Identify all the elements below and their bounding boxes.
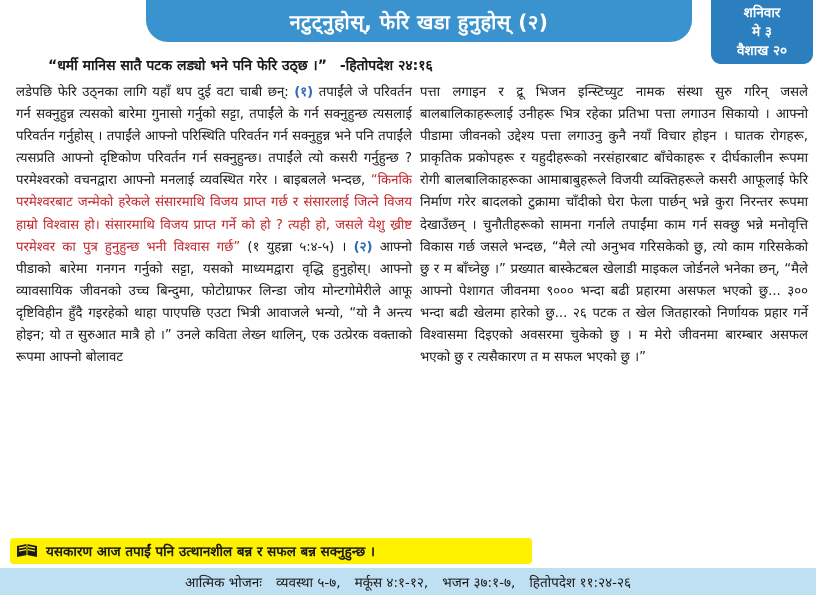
reading-4: हितोपदेश ११:२४-२६ — [529, 574, 632, 591]
footer-label: आत्मिक भोजनः — [184, 574, 262, 591]
reading-plan-footer — [0, 568, 816, 595]
date-badge — [711, 0, 813, 64]
book-icon — [16, 542, 38, 560]
verse-text: “धर्मी मानिस सातै पटक लड्यो भने पनि फेरि उठ्छ ।” — [48, 58, 327, 74]
point-2-number: (२) — [353, 239, 373, 255]
takeaway-highlight — [10, 538, 532, 564]
reading-2: मर्कूस ४:१-१२, — [354, 574, 429, 591]
scripture-quote: “किनकि परमेश्वरबाट जन्मेको हरेकले संसारमाथि विजय प्राप्त गर्छ र संसारलाई जित्ने विजय हाम्रो विश्वास हो। संसारमाथि विजय प्राप्त गर्ने को हो ? त्यही हो, जसले येशु ख्रीष्ट परमेश्वर का पुत्र हुनुहुन्छ भनी विश्वास गर्छ” — [16, 173, 412, 255]
date-weekday: शनिवार — [743, 4, 781, 21]
date-month: मे ३ — [752, 23, 772, 40]
point-1-number: (१) — [294, 85, 314, 100]
reading-1: व्यवस्था ५-७, — [276, 574, 341, 591]
point-2-text: आफ्नो पीडाको बारेमा गनगन गर्नुको सट्टा, यसको माध्यमद्वारा वृद्धि हुनुहोस्। आफ्नो व्यावसायिक जीवनको उच्च बिन्दुमा, फोटोग्राफर लिन्डा जोय मोन्टगोमेरीले आफू दृष्टिविहीन हुँदै गइरहेको थाहा पाएपछि एउटा भित्री आवाजले भन्यो, “यो नै अन्त्य होइन; यो त सुरुआत मात्रै हो ।” उनले कविता लेख्न थालिन्, एक उत्प्रेरक वक्ताको रूपमा आफ्नो बोलावट — [16, 239, 412, 366]
right-column — [420, 82, 808, 532]
point-1-text: तपाईंले जे परिवर्तन गर्न सक्नुहुन्न त्यसको बारेमा गुनासो गर्नुको सट्टा, तपाईंले के गर्न सक्नुहुन्छ त्यसलाई परिवर्तन गर्नुहोस् । तपाईंले आफ्नो परिस्थिति परिवर्तन गर्न सक्नुहुन्न भने पनि तपाईंले त्यसप्रति आफ्नो दृष्टिकोण परिवर्तन गर्न सक्नुहुन्छ। तपाईंले त्यो कसरी गर्नुहुन्छ ? परमेश्वरको वचनद्वारा आफ्नो मनलाई व्यवस्थित गरेर । बाइबलले भन्दछ, — [16, 85, 412, 189]
key-verse — [48, 56, 708, 75]
title-banner — [146, 0, 692, 42]
intro-text: लडेपछि फेरि उठ्नका लागि यहाँ थप दुई वटा चाबी छन्: — [16, 85, 289, 100]
right-column-text: पत्ता लगाइन र द्रू भिजन इन्स्टिच्युट नामक संस्था सुरु गरिन् जसले बालबालिकाहरूलाई उनीहरू भित्र रहेका प्रतिभा पत्ता लगाउन सिकायो । आफ्नो पीडामा जीवनको उद्देश्य पत्ता लगाउनु कुनै नयाँ विचार होइन । घातक रोगहरू, प्राकृतिक प्रकोपहरू र यहुदीहरूको नरसंहारबाट बाँचेकाहरू र दीर्घकालीन रूपमा रोगी बालबालिकाहरूका आमाबाबुहरूले विजयी व्यक्तिहरूले कसरी आफूलाई फेरि निर्माण गरेर बादलको टुक्रामा चाँदीको घेरा फेला पार्छन् भन्ने कुरा निरन्तर रूपमा देखाउँछन् । चुनौतीहरूको सामना गर्नाले तपाईंमा काम गर्न सक्छु भन्ने मनोवृत्ति विकास गर्छ जसले भन्दछ, “मैले त्यो अनुभव गरिसकेको छु, त्यो काम गरिसकेको छु र म बाँच्नेछु ।” प्रख्यात बास्केटबल खेलाडी माइकल जोर्डनले भनेका छन्, “मैले आफ्नो पेशागत जीवनमा ९००० भन्दा बढी प्रहारमा असफल भएको छु... ३०० भन्दा बढी खेलमा हारेको छु... २६ पटक त खेल जितहारको निर्णायक प्रहार गर्ने विश्वासमा दिइएको अवसरमा चुकेको छु । म मेरो जीवनमा बारम्बार असफल भएको छु र त्यसैकारण त म सफल भएको छु ।” — [420, 85, 808, 366]
page-title: नटुट्नुहोस्, फेरि खडा हुनुहोस् (२) — [289, 9, 549, 34]
left-column — [16, 82, 412, 532]
takeaway-text: यसकारण आज तपाईं पनि उत्थानशील बन्न र सफल बन्न सक्नुहुन्छ । — [46, 544, 375, 560]
scripture-reference: (१ युहन्ना ५:४-५) । — [247, 239, 347, 255]
date-nepali: वैशाख २० — [737, 42, 787, 59]
verse-source: -हितोपदेश २४:१६ — [339, 58, 433, 74]
reading-3: भजन ३७:१-७, — [442, 574, 516, 591]
